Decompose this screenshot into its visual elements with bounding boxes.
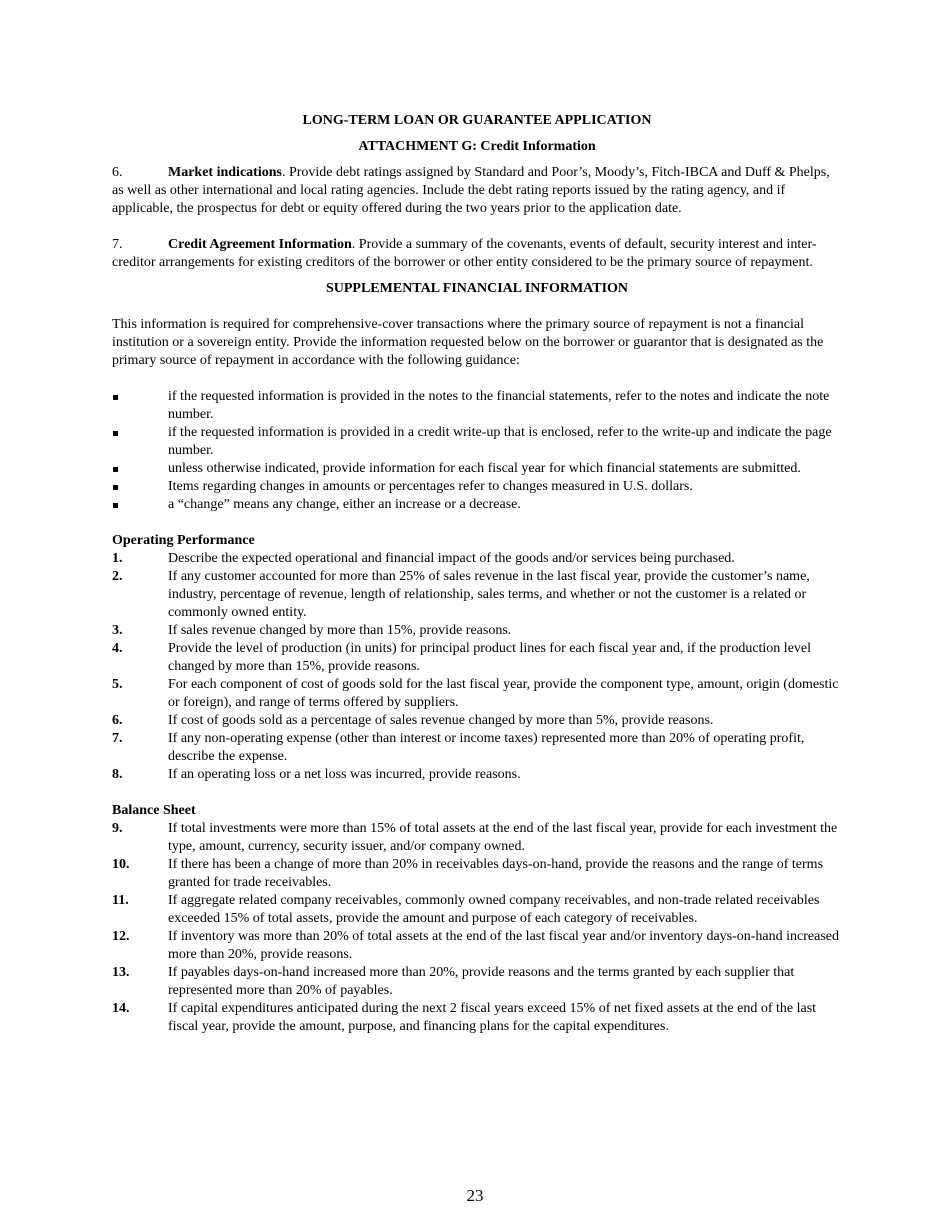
item-6-paragraph xyxy=(112,164,842,218)
item-text: . Provide a summary of the covenants, events of default, security interest and inter-creditor arrangements for existing creditors of the borrower or other entity considered to be the primary source of repayment. xyxy=(112,237,817,270)
list-item: 12. If inventory was more than 20% of total assets at the end of the last fiscal year and/or inventory days-on-hand increased more than 20%, provide reasons. xyxy=(112,929,840,962)
list-item: a “change” means any change, either an increase or a decrease. xyxy=(112,496,842,514)
list-item: 10. If there has been a change of more than 20% in receivables days-on-hand, provide the reasons and the range of terms granted for trade receivables. xyxy=(112,857,824,890)
bullet-square-icon xyxy=(113,503,118,508)
list-item: 13. If payables days-on-hand increased more than 20%, provide reasons and the terms granted by each supplier that represented more than 20% of payables. xyxy=(112,965,795,998)
list-item: 4. Provide the level of production (in units) for principal product lines for each fiscal year and, if the production level changed by more than 15%, provide reasons. xyxy=(112,641,812,674)
document-title: LONG-TERM LOAN OR GUARANTEE APPLICATION xyxy=(302,113,652,128)
supplemental-intro: This information is required for comprehensive-cover transactions where the primary source of repayment is not a financial institution or a sovereign entity. Provide the information requested below on the borrower or guarantor that is designated as the primary source of repayment in accordance with the following guidance: xyxy=(112,317,824,368)
list-item: 11. If aggregate related company receivables, commonly owned company receivables, and non-trade related receivables exceeded 15% of total assets, provide the amount and purpose of each category of receivables. xyxy=(112,893,820,926)
bullet-square-icon xyxy=(113,485,118,490)
list-item: if the requested information is provided in the notes to the financial statements, refer to the notes and indicate the note number. xyxy=(112,388,842,424)
item-7-paragraph xyxy=(112,236,842,272)
bullet-square-icon xyxy=(113,395,118,400)
list-item: 2. If any customer accounted for more than 25% of sales revenue in the last fiscal year, provide the customer’s name, industry, percentage of revenue, length of relationship, sales terms, and whether or not the customer is a related or commonly owned entity. xyxy=(112,569,810,620)
attachment-subtitle: ATTACHMENT G: Credit Information xyxy=(358,139,596,154)
page-number: 23 xyxy=(466,1186,484,1205)
list-item: if the requested information is provided in a credit write-up that is enclosed, refer to the write-up and indicate the page number. xyxy=(112,424,842,460)
list-item: 6. If cost of goods sold as a percentage of sales revenue changed by more than 5%, provide reasons. xyxy=(112,713,714,728)
supplemental-heading: SUPPLEMENTAL FINANCIAL INFORMATION xyxy=(325,281,629,296)
bullet-square-icon xyxy=(113,467,118,472)
item-number: 6. xyxy=(112,165,123,180)
list-item: 8. If an operating loss or a net loss was incurred, provide reasons. xyxy=(112,767,521,782)
page-content xyxy=(112,112,842,1036)
balance-sheet-heading: Balance Sheet xyxy=(112,803,196,818)
item-heading: Credit Agreement Information xyxy=(168,237,352,252)
list-item: 5. For each component of cost of goods sold for the last fiscal year, provide the component type, amount, origin (domestic or foreign), and range of terms offered by suppliers. xyxy=(112,677,839,710)
list-item: 3. If sales revenue changed by more than 15%, provide reasons. xyxy=(112,623,512,638)
guidance-list xyxy=(112,388,842,514)
balance-questions xyxy=(112,820,842,1036)
item-number: 7. xyxy=(112,237,123,252)
list-item: Items regarding changes in amounts or percentages refer to changes measured in U.S. dollars. xyxy=(112,478,842,496)
bullet-square-icon xyxy=(113,431,118,436)
list-item: 9. If total investments were more than 15% of total assets at the end of the last fiscal year, provide for each investment the type, amount, currency, security issuer, and/or company owned. xyxy=(112,821,838,854)
item-text: . Provide debt ratings assigned by Standard and Poor’s, Moody’s, Fitch-IBCA and Duff & Phelps, as well as other international and local rating agencies. Include the debt rating reports issued by the rating agency, and if applicable, the prospectus for debt or equity offered during the two years prior to the application date. xyxy=(112,165,830,216)
item-heading: Market indications xyxy=(168,165,282,180)
operating-questions xyxy=(112,550,842,784)
list-item: 14. If capital expenditures anticipated during the next 2 fiscal years exceed 15% of net fixed assets at the end of the last fiscal year, provide the amount, purpose, and financing plans for the capital expenditures. xyxy=(112,1001,817,1034)
list-item: 1. Describe the expected operational and financial impact of the goods and/or services being purchased. xyxy=(112,551,735,566)
operating-performance-heading: Operating Performance xyxy=(112,533,255,548)
list-item: unless otherwise indicated, provide information for each fiscal year for which financial statements are submitted. xyxy=(112,460,842,478)
list-item: 7. If any non-operating expense (other than interest or income taxes) represented more than 20% of operating profit, describe the expense. xyxy=(112,731,805,764)
